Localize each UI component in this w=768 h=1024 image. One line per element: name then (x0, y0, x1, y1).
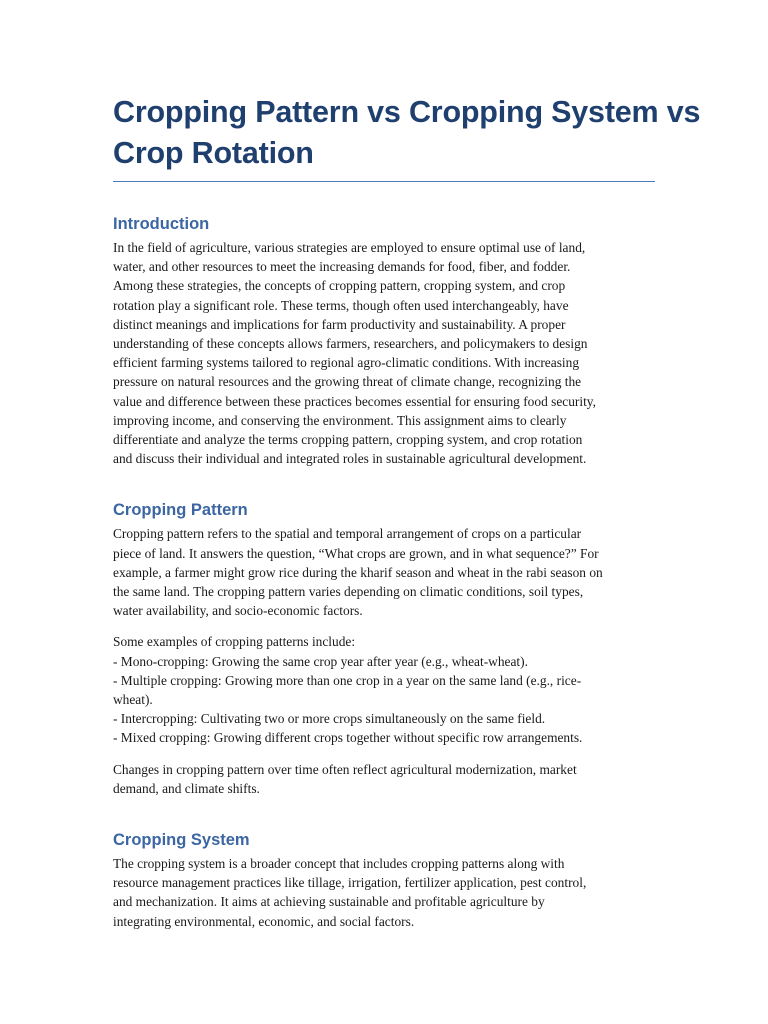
section-heading: Cropping System (113, 831, 250, 850)
text-line: efficient farming systems tailored to regional agro-climatic conditions. With increasing (113, 355, 580, 371)
document-page (113, 92, 701, 931)
list-item: - Mono-cropping: Growing the same crop year after year (e.g., wheat-wheat). (113, 653, 528, 669)
text-line: pressure on natural resources and the growing threat of climate change, recognizing the (113, 374, 582, 390)
list-item: - Mixed cropping: Growing different crops together without specific row arrangements. (113, 730, 583, 746)
paragraph (113, 632, 655, 747)
text-line: Among these strategies, the concepts of cropping pattern, cropping system, and crop (113, 278, 566, 294)
text-line: In the field of agriculture, various strategies are employed to ensure optimal use of land, (113, 240, 586, 255)
text-line: rotation play a significant role. These terms, though often used interchangeably, have (113, 297, 569, 313)
text-line: the same land. The cropping pattern varies depending on climatic conditions, soil types, (113, 584, 584, 600)
section-cropping-pattern (113, 499, 655, 798)
title-line: Crop Rotation (113, 136, 314, 170)
text-line: water availability, and socio-economic factors. (113, 603, 363, 619)
section-heading: Cropping Pattern (113, 501, 248, 520)
text-line: example, a farmer might grow rice during the kharif season and wheat in the rabi season on (113, 564, 603, 580)
paragraph (113, 524, 655, 620)
section-heading: Introduction (113, 215, 210, 233)
text-line: and mechanization. It aims at achieving sustainable and profitable agriculture by (113, 894, 545, 910)
text-line: differentiate and analyze the terms cropping pattern, cropping system, and crop rotation (113, 432, 583, 448)
text-line: piece of land. It answers the question, “What crops are grown, and in what sequence?” For (113, 545, 599, 561)
list-item: - Multiple cropping: Growing more than one crop in a year on the same land (e.g., rice- (113, 672, 582, 688)
title-line: Cropping Pattern vs Cropping System vs (113, 95, 701, 129)
text-line: understanding of these concepts allows farmers, researchers, and policymakers to design (113, 336, 588, 352)
text-line: and discuss their individual and integrated roles in sustainable agricultural development. (113, 451, 587, 467)
text-line: The cropping system is a broader concept that includes cropping patterns along with (113, 856, 565, 872)
text-line: Changes in cropping pattern over time often reflect agricultural modernization, market (113, 761, 577, 777)
paragraph (113, 854, 655, 931)
paragraph (113, 238, 655, 468)
text-line: resource management practices like tillage, irrigation, fertilizer application, pest control, (113, 875, 587, 891)
text-line: water, and other resources to meet the increasing demands for food, fiber, and fodder. (113, 259, 571, 275)
document-title (113, 92, 701, 182)
text-line: improving income, and conserving the environment. This assignment aims to clearly (113, 412, 567, 428)
section-cropping-system (113, 829, 655, 931)
list-item: - Intercropping: Cultivating two or more crops simultaneously on the same field. (113, 711, 546, 727)
section-introduction (113, 213, 655, 468)
text-line: Cropping pattern refers to the spatial and temporal arrangement of crops on a particular (113, 526, 582, 542)
text-line: demand, and climate shifts. (113, 780, 260, 796)
text-line: distinct meanings and implications for farm productivity and sustainability. A proper (113, 316, 566, 332)
list-item-continuation: wheat). (113, 692, 153, 708)
text-line: Some examples of cropping patterns include: (113, 634, 356, 650)
text-line: value and difference between these practices becomes essential for ensuring food security, (113, 393, 596, 409)
text-line: integrating environmental, economic, and social factors. (113, 913, 415, 929)
paragraph (113, 760, 655, 798)
